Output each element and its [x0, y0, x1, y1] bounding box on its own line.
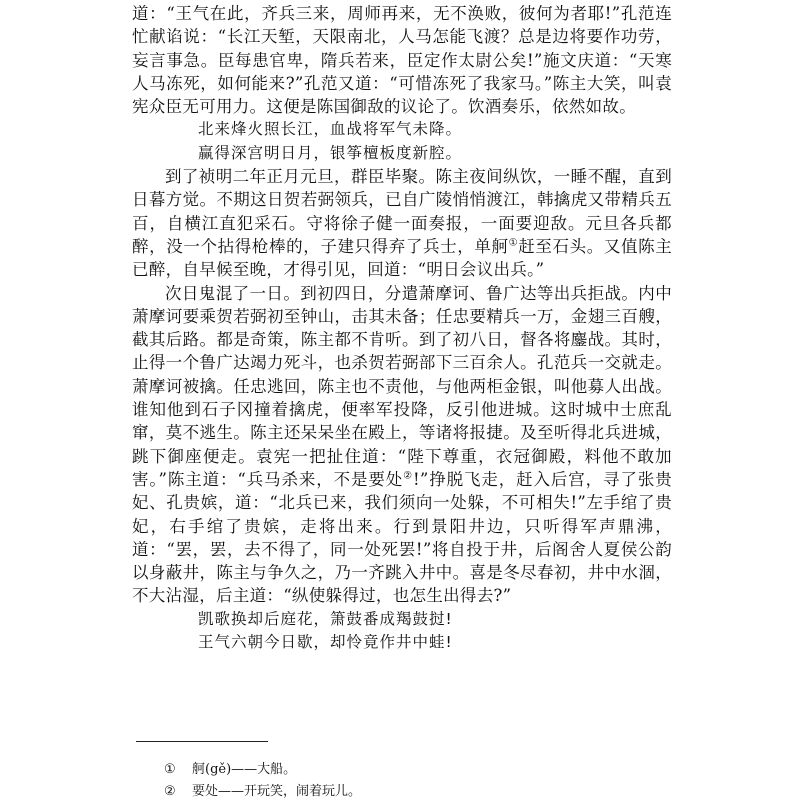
footnote-2-text: 要处——开玩笑，闹着玩儿。 [192, 784, 362, 799]
poem-line-3: 凯歌换却后庭花，箫鼓番成羯鼓挝! [198, 609, 453, 628]
footnote-1-number: ① [164, 762, 176, 777]
paragraph-2-text-b: 赶至石头。又值陈主已醉，自早候至晚，才得引见，回道：“明日会议出兵。” [132, 236, 673, 280]
paragraph-2-text-a: 到了祯明二年正月元旦，群臣毕聚。陈主夜间纵饮，一睡不醒，直到日暮方觉。不期这日贺若弼领兵，已自广陵悄悄渡江，韩擒虎又带精兵五百，自横江直犯采石。守将徐子健一面奏报，一面要迎敌。元旦各兵都醉，没一个拈得枪棒的，子建只得弃了兵士，单舸 [132, 167, 672, 256]
poem-line-1: 北来烽火照长江，血战将军气未降。 [198, 120, 463, 139]
footnote-2 [164, 781, 664, 803]
footnote-1-text: 舸(gě)——大船。 [192, 762, 297, 777]
footnote-mark-2: ② [403, 470, 413, 482]
footnote-divider [136, 741, 268, 742]
paragraph-3-text-b: !”挣脱飞走，赶入后宫，寻了张贵妃、孔贵嫔，道：“北兵已来，我们须向一处躲，不可相失!”左手绾了贵妃，右手绾了贵嫔，走将出来。行到景阳井边，只听得军声鼎沸，道：“罢，罢，去不得了，同一处死罢!”将自投于井，后阁舍人夏侯公韵以身蔽井，陈主与争久之，乃一齐跳入井中。喜是冬尽春初，井中水涸，不大沾湿，后主道：“纵使躲得过，也怎生出得去?” [132, 469, 672, 606]
footnote-mark-1: ① [508, 237, 519, 249]
paragraph-3 [132, 282, 672, 608]
poem-line-2: 赢得深宫明日月，银筝檀板度新腔。 [198, 143, 463, 162]
paragraph-1: 道：“王气在此，齐兵三来，周师再来，无不涣败，彼何为者耶!”孔范连忙献谄说：“长江天堑，天限南北，人马怎能飞渡？总是边将要作功劳，妄言事急。臣每患官卑，隋兵若来，臣定作太尉公矣!”施文庆道：“天寒人马冻死，如何能来?”孔范又道：“可惜冻死了我家马。”陈主大笑，叫袁宪众臣无可用力。这便是陈国御敌的议论了。饮酒奏乐，依然如故。 [132, 4, 672, 117]
footnotes [164, 759, 664, 803]
body-text [132, 2, 672, 654]
poem-line-4: 王气六朝今日歇，却怜竟作井中蛙! [198, 633, 453, 652]
footnote-1 [164, 759, 664, 781]
paragraph-3-text-a: 次日鬼混了一日。到初四日，分遣萧摩诃、鲁广达等出兵拒战。内中萧摩诃要乘贺若弼初至钟山，击其未备；任忠要精兵一万，金翅三百艘，截其后路。都是奇策，陈主都不肯听。到了初八日，督各将鏖战。其时，止得一个鲁广达竭力死斗，也杀贺若弼部下三百余人。孔范兵一交就走。萧摩诃被擒。任忠逃回，陈主也不责他，与他两柜金银，叫他募人出战。谁知他到石子冈撞着擒虎，便率军投降，反引他进城。这时城中士庶乱窜，莫不逃生。陈主还呆呆坐在殿上，等诸将报捷。及至听得北兵进城，跳下御座便走。袁宪一把扯住道：“陛下尊重，衣冠御殿，料他不敢加害。”陈主道：“兵马杀来，不是要处 [132, 283, 672, 489]
footnote-2-number: ② [164, 784, 176, 799]
paragraph-2 [132, 165, 672, 281]
